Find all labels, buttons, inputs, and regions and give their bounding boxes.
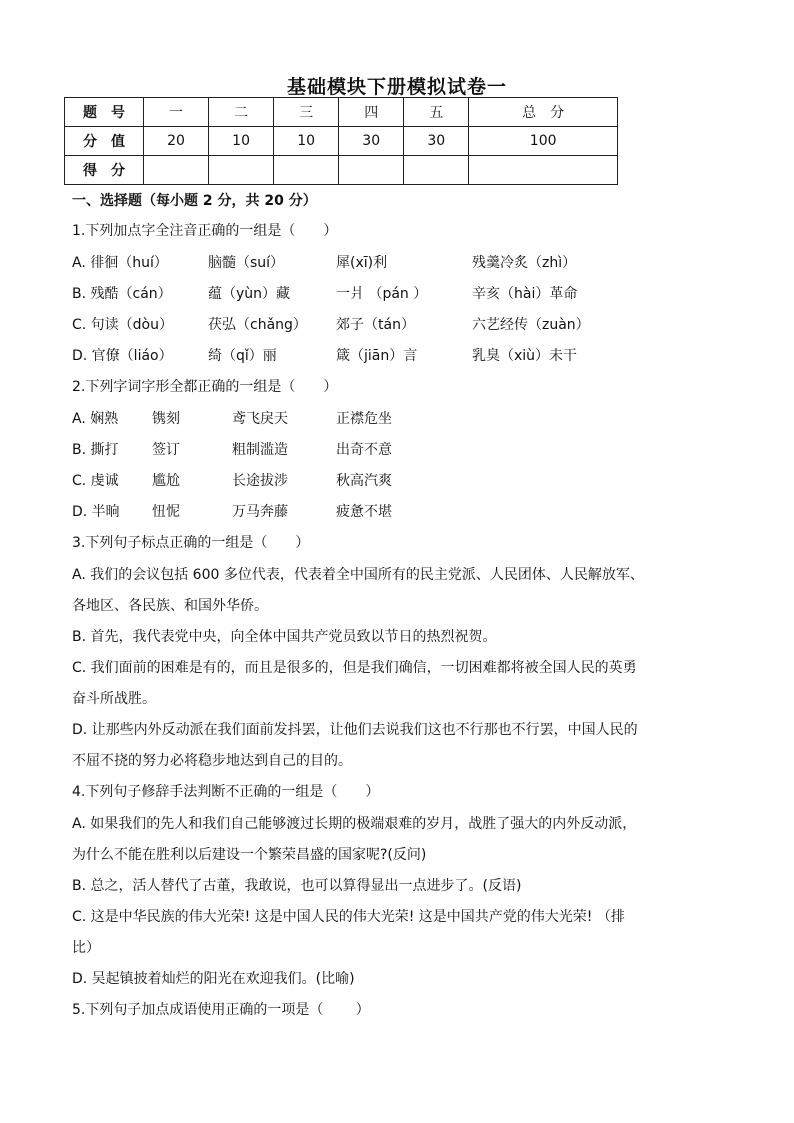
table-cell: 分 值 — [65, 127, 144, 156]
table-cell: 30 — [404, 127, 469, 156]
option-text: 出奇不意 — [336, 442, 392, 458]
option-text: D. 半晌 — [72, 504, 120, 520]
section-heading: 一、选择题（每小题 2 分，共 20 分） — [72, 193, 317, 209]
option-text: 绮（qǐ）丽 — [208, 348, 277, 364]
option-text: 签订 — [152, 442, 180, 458]
option-text: 万马奔藤 — [232, 504, 288, 520]
option-text: 粗制滥造 — [232, 442, 288, 458]
option-text: C. 我们面前的困难是有的，而且是很多的，但是我们确信，一切困难都将被全国人民的英勇 — [72, 660, 637, 676]
option-text-continued: 奋斗所战胜。 — [72, 691, 156, 707]
option-text: 正襟危坐 — [336, 411, 392, 427]
option-text: 脑髓（suí） — [208, 255, 285, 271]
table-cell: 10 — [274, 127, 339, 156]
option-text: 蕴（yùn）藏 — [208, 286, 291, 302]
option-text: 茯弘（chǎng） — [208, 317, 307, 333]
option-text: 辛亥（hài）革命 — [472, 286, 578, 302]
score-input-cell[interactable] — [274, 156, 339, 185]
option-text: A. 娴熟 — [72, 411, 119, 427]
table-cell: 二 — [209, 98, 274, 127]
option-text: D. 让那些内外反动派在我们面前发抖罢，让他们去说我们这也不行那也不行罢，中国人民的 — [72, 722, 638, 738]
option-text: 尴尬 — [152, 473, 180, 489]
option-text: B. 撕打 — [72, 442, 119, 458]
score-table — [64, 97, 618, 185]
option-text: 乳臭（xiù）未干 — [472, 348, 578, 364]
table-cell: 20 — [144, 127, 209, 156]
table-cell: 30 — [339, 127, 404, 156]
option-text: 鸢飞戾天 — [232, 411, 288, 427]
question-stem: 4.下列句子修辞手法判断不正确的一组是（ ） — [72, 784, 380, 800]
option-text: B. 总之，活人替代了古董，我敢说，也可以算得显出一点进步了。(反语) — [72, 878, 522, 894]
option-text: 六艺经传（zuàn） — [472, 317, 590, 333]
option-text: D. 官僚（liáo） — [72, 348, 173, 364]
option-text: C. 句读（dòu） — [72, 317, 174, 333]
option-text: 箴（jiān）言 — [336, 348, 418, 364]
score-input-cell[interactable] — [339, 156, 404, 185]
table-cell: 10 — [209, 127, 274, 156]
question-stem: 5.下列句子加点成语使用正确的一项是（ ） — [72, 1002, 370, 1018]
option-text: C. 虔诚 — [72, 473, 119, 489]
table-cell: 得 分 — [65, 156, 144, 185]
page-title: 基础模块下册模拟试卷一 — [286, 76, 507, 98]
option-text: 残羹冷炙（zhì） — [472, 255, 577, 271]
option-text: B. 首先，我代表党中央，向全体中国共产党员致以节日的热烈祝贺。 — [72, 629, 497, 645]
score-input-cell[interactable] — [209, 156, 274, 185]
table-cell: 五 — [404, 98, 469, 127]
table-row — [65, 127, 618, 156]
option-text-continued: 各地区、各民族、和国外华侨。 — [72, 598, 268, 614]
option-text: B. 残酷（cán） — [72, 286, 172, 302]
option-text: 秋高汽爽 — [336, 473, 392, 489]
option-text-continued: 为什么不能在胜利以后建设一个繁荣昌盛的国家呢?(反问) — [72, 847, 427, 863]
option-text: 疲惫不堪 — [336, 504, 392, 520]
score-input-cell[interactable] — [144, 156, 209, 185]
table-cell: 题 号 — [65, 98, 144, 127]
question-stem: 2.下列字词字形全都正确的一组是（ ） — [72, 379, 338, 395]
option-text: 镌刻 — [152, 411, 180, 427]
option-text: A. 我们的会议包括 600 多位代表，代表着全中国所有的民主党派、人民团体、人民解放军、 — [72, 567, 644, 583]
question-stem: 3.下列句子标点正确的一组是（ ） — [72, 535, 310, 551]
score-input-cell[interactable] — [469, 156, 618, 185]
table-cell: 三 — [274, 98, 339, 127]
option-text: A. 如果我们的先人和我们自己能够渡过长期的极端艰难的岁月，战胜了强大的内外反动派， — [72, 816, 637, 832]
question-stem: 1.下列加点字全注音正确的一组是（ ） — [72, 223, 338, 239]
option-text-continued: 比） — [72, 940, 100, 956]
table-cell: 100 — [469, 127, 618, 156]
option-text: 一爿 （pán ） — [336, 286, 428, 302]
table-row — [65, 156, 618, 185]
option-text: 犀(xī)利 — [336, 255, 388, 271]
option-text: C. 这是中华民族的伟大光荣! 这是中国人民的伟大光荣! 这是中国共产党的伟大光荣! （排 — [72, 909, 625, 925]
option-text-continued: 不屈不挠的努力必将稳步地达到自己的目的。 — [72, 753, 352, 769]
table-cell: 一 — [144, 98, 209, 127]
table-cell: 四 — [339, 98, 404, 127]
option-text: 忸怩 — [152, 504, 180, 520]
table-row — [65, 98, 618, 127]
option-text: D. 吴起镇披着灿烂的阳光在欢迎我们。(比喻) — [72, 971, 355, 987]
score-input-cell[interactable] — [404, 156, 469, 185]
table-cell: 总 分 — [469, 98, 618, 127]
option-text: A. 徘徊（huí） — [72, 255, 168, 271]
option-text: 长途拔涉 — [232, 473, 288, 489]
option-text: 郊子（tán） — [336, 317, 415, 333]
